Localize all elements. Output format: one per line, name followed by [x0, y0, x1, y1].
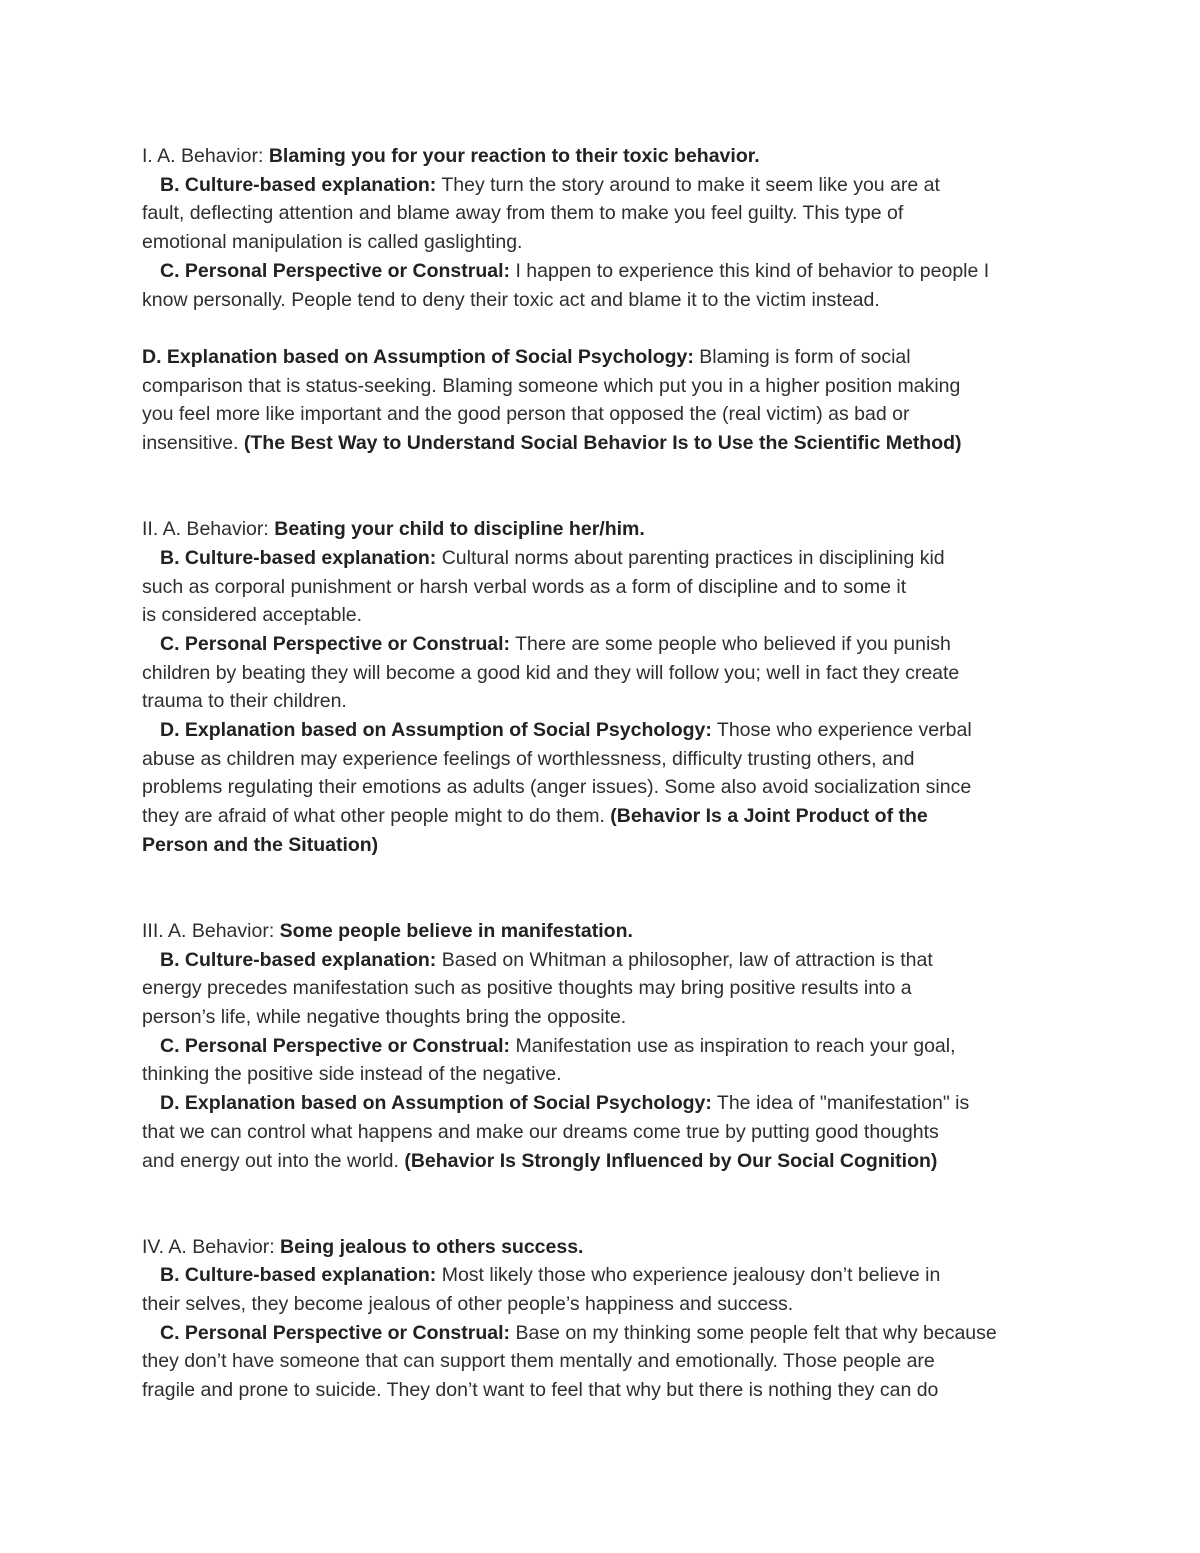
psychology-line [142, 802, 1062, 831]
culture-text: their selves, they become jealous of other people’s happiness and success. [142, 1293, 794, 1316]
culture-text: Based on Whitman a philosopher, law of attraction is that [436, 948, 933, 971]
culture-text: is considered acceptable. [142, 604, 363, 627]
section-4 [142, 1233, 1062, 1405]
behavior-label: I. A. Behavior: [142, 145, 269, 167]
culture-text: fault, deflecting attention and blame away from them to make you feel guilty. This type of [142, 202, 904, 225]
perspective-text: children by beating they will become a good kid and they will follow you; well in fact they create [142, 661, 960, 684]
psychology-text: they are afraid of what other people might to do them. [142, 805, 611, 828]
section-3 [142, 917, 1062, 1175]
psychology-label: D. Explanation based on Assumption of Social Psychology: [160, 1092, 712, 1115]
behavior-line [142, 142, 1062, 171]
principle-text: (The Best Way to Understand Social Behavior Is to Use the Scientific Method) [243, 432, 962, 455]
psychology-line [142, 343, 1062, 372]
culture-text: emotional manipulation is called gaslighting. [142, 231, 523, 254]
psychology-line [142, 831, 1062, 860]
psychology-text: and energy out into the world. [142, 1149, 405, 1172]
section-1 [142, 142, 1062, 458]
psychology-text: comparison that is status-seeking. Blaming someone which put you in a higher position making [142, 374, 961, 397]
psychology-text: The idea of "manifestation" is [711, 1092, 970, 1115]
principle-text: (Behavior Is a Joint Product of the [610, 805, 928, 828]
behavior-line [142, 515, 1062, 544]
psychology-text: Blaming is form of social [693, 345, 911, 368]
behavior-label: IV. A. Behavior: [142, 1235, 281, 1258]
culture-text: They turn the story around to make it seem like you are at [436, 173, 940, 196]
behavior-line [142, 1233, 1062, 1262]
culture-text: Most likely those who experience jealousy don’t believe in [436, 1264, 941, 1287]
culture-line [142, 946, 1062, 975]
behavior-text: Being jealous to others success. [280, 1235, 584, 1258]
psychology-text: that we can control what happens and make our dreams come true by putting good thoughts [142, 1120, 939, 1143]
culture-line [142, 544, 1062, 573]
psychology-text: you feel more like important and the good person that opposed the (real victim) as bad or [142, 403, 910, 426]
behavior-line [142, 917, 1062, 946]
perspective-line [142, 1319, 1062, 1348]
culture-text: energy precedes manifestation such as positive thoughts may bring positive results into a [142, 977, 912, 1000]
culture-label: B. Culture-based explanation: [160, 1264, 437, 1287]
perspective-text: know personally. People tend to deny their toxic act and blame it to the victim instead. [142, 288, 880, 311]
psychology-label: D. Explanation based on Assumption of Social Psychology: [160, 719, 712, 742]
perspective-text: Manifestation use as inspiration to reach your goal, [510, 1034, 956, 1057]
perspective-text: they don’t have someone that can support them mentally and emotionally. Those people are [142, 1350, 935, 1373]
behavior-label: II. A. Behavior: [142, 518, 275, 541]
psychology-text: problems regulating their emotions as adults (anger issues). Some also avoid socialization since [142, 776, 972, 799]
perspective-line [142, 257, 1062, 286]
perspective-text: fragile and prone to suicide. They don’t want to feel that why but there is nothing they can do [142, 1379, 939, 1402]
culture-label: B. Culture-based explanation: [160, 173, 437, 196]
behavior-text: Some people believe in manifestation. [279, 919, 633, 942]
document-page [142, 142, 1062, 1405]
psychology-line [142, 1089, 1062, 1118]
culture-line [142, 1261, 1062, 1290]
perspective-text: Base on my thinking some people felt that why because [510, 1321, 997, 1344]
perspective-text: trauma to their children. [142, 690, 347, 713]
behavior-text: Beating your child to discipline her/him. [274, 518, 645, 541]
culture-text: Cultural norms about parenting practices in disciplining kid [436, 546, 945, 569]
culture-text: person’s life, while negative thoughts bring the opposite. [142, 1006, 627, 1029]
perspective-label: C. Personal Perspective or Construal: [160, 1034, 511, 1057]
culture-text: such as corporal punishment or harsh verbal words as a form of discipline and to some it [142, 575, 907, 598]
culture-label: B. Culture-based explanation: [160, 948, 437, 971]
perspective-text: There are some people who believed if you punish [510, 632, 951, 655]
perspective-text: thinking the positive side instead of the negative. [142, 1063, 562, 1086]
perspective-line [142, 1032, 1062, 1061]
principle-text: (Behavior Is Strongly Influenced by Our Social Cognition) [404, 1149, 938, 1172]
psychology-text: abuse as children may experience feelings of worthlessness, difficulty trusting others, and [142, 747, 915, 770]
principle-text: Person and the Situation) [142, 833, 379, 856]
culture-label: B. Culture-based explanation: [160, 546, 437, 569]
perspective-label: C. Personal Perspective or Construal: [160, 259, 511, 282]
psychology-line [142, 429, 1062, 458]
psychology-text: Those who experience verbal [711, 719, 972, 742]
psychology-line [142, 1147, 1062, 1176]
perspective-text: I happen to experience this kind of behavior to people I [510, 259, 990, 282]
behavior-text: Blaming you for your reaction to their toxic behavior. [268, 145, 760, 167]
psychology-text: insensitive. [142, 432, 244, 455]
section-2 [142, 515, 1062, 859]
behavior-label: III. A. Behavior: [142, 919, 280, 942]
perspective-label: C. Personal Perspective or Construal: [160, 1321, 511, 1344]
perspective-line [142, 630, 1062, 659]
perspective-label: C. Personal Perspective or Construal: [160, 632, 511, 655]
psychology-line [142, 716, 1062, 745]
psychology-label: D. Explanation based on Assumption of Social Psychology: [142, 345, 694, 368]
culture-line [142, 171, 1062, 200]
